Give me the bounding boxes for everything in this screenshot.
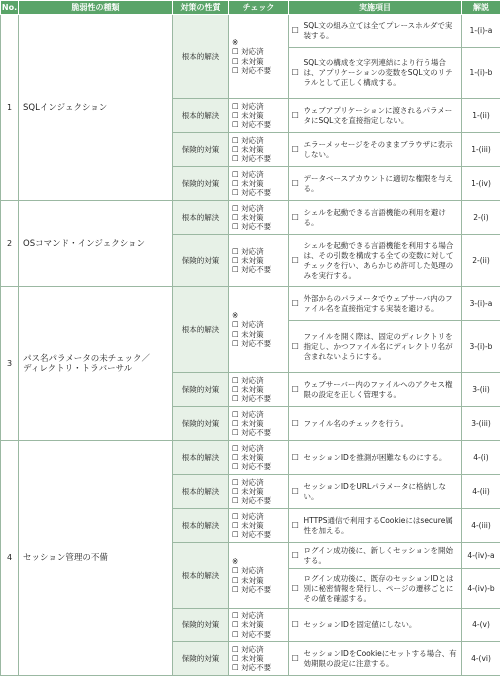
check-option-done[interactable]: ☐ 対応済 bbox=[232, 477, 264, 487]
property-label: 保険的対策 bbox=[173, 235, 229, 287]
property-label: 保険的対策 bbox=[173, 167, 229, 201]
checkbox-icon: ☐ bbox=[232, 329, 239, 339]
checkbox-icon: ☐ bbox=[232, 452, 239, 462]
check-option-na[interactable]: ☐ 対応不要 bbox=[232, 120, 272, 130]
checkbox-icon: ☐ bbox=[232, 255, 239, 265]
check-option-done[interactable]: ☐ 対応済 bbox=[232, 511, 264, 521]
check-cell bbox=[229, 475, 289, 509]
check-option-notyet[interactable]: ☐ 未対策 bbox=[232, 620, 264, 630]
property-label: 保険的対策 bbox=[173, 609, 229, 642]
check-cell bbox=[229, 201, 289, 235]
check-option-notyet[interactable]: ☐ 未対策 bbox=[232, 653, 264, 663]
checkbox-icon: ☐ bbox=[232, 110, 239, 120]
checkbox-icon: ☐ bbox=[232, 418, 239, 428]
check-option-done[interactable]: ☐ 対応済 bbox=[232, 169, 264, 179]
checkbox-icon: ☐ bbox=[232, 338, 239, 348]
property-label: 保険的対策 bbox=[173, 373, 229, 407]
checkbox-icon: ☐ bbox=[232, 120, 239, 130]
check-cell bbox=[229, 642, 289, 676]
header-ref: 解説 bbox=[462, 1, 500, 15]
check-option-done[interactable]: ☐ 対応済 bbox=[232, 409, 264, 419]
item-ref: 4-(iv)-a bbox=[462, 543, 500, 569]
table-row bbox=[1, 201, 500, 235]
checkbox-icon: ☐ bbox=[232, 486, 239, 496]
check-option-notyet[interactable]: ☐ 未対策 bbox=[232, 418, 264, 428]
check-option-done[interactable]: ☐ 対応済 bbox=[232, 203, 264, 213]
check-option-done[interactable]: ☐ 対応済 bbox=[232, 320, 264, 330]
vuln-number: 2 bbox=[1, 201, 19, 287]
checkbox-icon: ☐ bbox=[232, 65, 239, 75]
item-checkbox[interactable]: ☐ bbox=[289, 407, 302, 441]
vuln-name bbox=[19, 287, 173, 441]
vuln-number: 3 bbox=[1, 287, 19, 441]
check-cell bbox=[229, 373, 289, 407]
checkbox-icon: ☐ bbox=[232, 203, 239, 213]
item-ref: 1-(iii) bbox=[462, 133, 500, 167]
item-text: ログイン成功後に、新しくセッションを開始する。 bbox=[302, 543, 462, 569]
property-label: 根本的解決 bbox=[173, 201, 229, 235]
item-text: シェルを起動できる言語機能の利用を避ける。 bbox=[302, 201, 462, 235]
check-option-na[interactable]: ☐ 対応不要 bbox=[232, 428, 272, 438]
item-checkbox[interactable]: ☐ bbox=[289, 287, 302, 321]
check-option-notyet[interactable]: ☐ 未対策 bbox=[232, 144, 264, 154]
item-text: ファイル名のチェックを行う。 bbox=[302, 407, 462, 441]
checkbox-icon: ☐ bbox=[232, 246, 239, 256]
vuln-name-line2: ディレクトリ・トラバーサル bbox=[23, 363, 133, 374]
checkbox-icon: ☐ bbox=[232, 144, 239, 154]
check-option-notyet[interactable]: ☐ 未対策 bbox=[232, 384, 264, 394]
checkbox-icon: ☐ bbox=[232, 56, 239, 66]
check-option-done[interactable]: ☐ 対応済 bbox=[232, 47, 264, 57]
item-ref: 1-(iv) bbox=[462, 167, 500, 201]
item-ref: 3-(iii) bbox=[462, 407, 500, 441]
table-row bbox=[1, 287, 500, 321]
note-mark: ※ bbox=[232, 37, 239, 47]
item-checkbox[interactable]: ☐ bbox=[289, 373, 302, 407]
checkbox-icon: ☐ bbox=[232, 443, 239, 453]
checkbox-icon: ☐ bbox=[232, 520, 239, 530]
check-option-notyet[interactable]: ☐ 未対策 bbox=[232, 110, 264, 120]
property-label: 根本的解決 bbox=[173, 287, 229, 373]
check-option-done[interactable]: ☐ 対応済 bbox=[232, 443, 264, 453]
check-option-done[interactable]: ☐ 対応済 bbox=[232, 611, 264, 621]
check-option-na[interactable]: ☐ 対応不要 bbox=[232, 265, 272, 275]
item-checkbox[interactable]: ☐ bbox=[289, 569, 302, 609]
header-check: チェック bbox=[229, 1, 289, 15]
item-ref: 3-(i)-a bbox=[462, 287, 500, 321]
item-ref: 4-(iv)-b bbox=[462, 569, 500, 609]
check-cell bbox=[229, 543, 289, 609]
check-option-notyet[interactable]: ☐ 未対策 bbox=[232, 255, 264, 265]
checkbox-icon: ☐ bbox=[232, 101, 239, 111]
property-label: 保険的対策 bbox=[173, 133, 229, 167]
table-row bbox=[1, 441, 500, 475]
check-cell bbox=[229, 167, 289, 201]
item-checkbox[interactable]: ☐ bbox=[289, 133, 302, 167]
item-checkbox[interactable]: ☐ bbox=[289, 235, 302, 287]
vuln-name-line1: パス名パラメータの未チェック／ bbox=[23, 353, 150, 364]
check-option-done[interactable]: ☐ 対応済 bbox=[232, 101, 264, 111]
checkbox-icon: ☐ bbox=[232, 530, 239, 540]
check-cell bbox=[229, 15, 289, 99]
item-ref: 4-(iii) bbox=[462, 509, 500, 543]
check-option-na[interactable]: ☐ 対応不要 bbox=[232, 530, 272, 540]
checkbox-icon: ☐ bbox=[232, 265, 239, 275]
item-text: ウェブサーバー内のファイルへのアクセス権限の設定を正しく管理する。 bbox=[302, 373, 462, 407]
property-label: 根本的解決 bbox=[173, 543, 229, 609]
item-text: ウェブアプリケーションに渡されるパラメータにSQL文を直接指定しない。 bbox=[302, 99, 462, 133]
checkbox-icon: ☐ bbox=[232, 375, 239, 385]
checkbox-icon: ☐ bbox=[232, 428, 239, 438]
item-text: HTTPS通信で利用するCookieにはsecure属性を加える。 bbox=[302, 509, 462, 543]
item-ref: 4-(i) bbox=[462, 441, 500, 475]
checkbox-icon: ☐ bbox=[232, 477, 239, 487]
property-label: 根本的解決 bbox=[173, 441, 229, 475]
item-checkbox[interactable]: ☐ bbox=[289, 543, 302, 569]
check-cell bbox=[229, 609, 289, 642]
check-option-na[interactable]: ☐ 対応不要 bbox=[232, 222, 272, 232]
checkbox-icon: ☐ bbox=[232, 384, 239, 394]
item-checkbox[interactable]: ☐ bbox=[289, 642, 302, 676]
item-checkbox[interactable]: ☐ bbox=[289, 48, 302, 99]
header-no: No. bbox=[1, 1, 19, 15]
item-checkbox[interactable]: ☐ bbox=[289, 321, 302, 373]
header-item: 実施項目 bbox=[289, 1, 462, 15]
check-cell bbox=[229, 99, 289, 133]
item-checkbox[interactable]: ☐ bbox=[289, 509, 302, 543]
property-label: 根本的解決 bbox=[173, 15, 229, 99]
item-text: ファイルを開く際は、固定のディレクトリを指定し、かつファイル名にディレクトリ名が含まれないようにする。 bbox=[302, 321, 462, 373]
checkbox-icon: ☐ bbox=[232, 169, 239, 179]
check-cell bbox=[229, 287, 289, 373]
checkbox-icon: ☐ bbox=[232, 620, 239, 630]
checkbox-icon: ☐ bbox=[232, 566, 239, 576]
checkbox-icon: ☐ bbox=[232, 653, 239, 663]
checkbox-icon: ☐ bbox=[232, 611, 239, 621]
check-cell bbox=[229, 133, 289, 167]
property-label: 保険的対策 bbox=[173, 407, 229, 441]
checkbox-icon: ☐ bbox=[232, 663, 239, 673]
checkbox-icon: ☐ bbox=[232, 212, 239, 222]
check-cell bbox=[229, 441, 289, 475]
check-option-notyet[interactable]: ☐ 未対策 bbox=[232, 575, 264, 585]
checkbox-icon: ☐ bbox=[232, 320, 239, 330]
vuln-number: 4 bbox=[1, 441, 19, 676]
item-text: SQL文の組み立ては全てプレースホルダで実装する。 bbox=[302, 15, 462, 48]
check-option-notyet[interactable]: ☐ 未対策 bbox=[232, 329, 264, 339]
item-text: エラーメッセージをそのままブラウザに表示しない。 bbox=[302, 133, 462, 167]
check-option-done[interactable]: ☐ 対応済 bbox=[232, 644, 264, 654]
property-label: 根本的解決 bbox=[173, 475, 229, 509]
item-text: ログイン成功後に、既存のセッションIDとは別に秘密情報を発行し、ページの遷移ごとにその値を確認する。 bbox=[302, 569, 462, 609]
vuln-name: OSコマンド・インジェクション bbox=[19, 201, 173, 287]
check-option-notyet[interactable]: ☐ 未対策 bbox=[232, 178, 264, 188]
item-text: シェルを起動できる言語機能を利用する場合は、その引数を構成する全ての変数に対してチェックを行い、あらかじめ許可した処理のみを実行する。 bbox=[302, 235, 462, 287]
check-option-done[interactable]: ☐ 対応済 bbox=[232, 375, 264, 385]
check-option-notyet[interactable]: ☐ 未対策 bbox=[232, 486, 264, 496]
item-ref: 2-(ii) bbox=[462, 235, 500, 287]
checkbox-icon: ☐ bbox=[232, 462, 239, 472]
vuln-name: SQLインジェクション bbox=[19, 15, 173, 201]
item-text: SQL文の構成を文字列連結により行う場合は、アプリケーションの変数をSQL文のリテラルとして正しく構成する。 bbox=[302, 48, 462, 99]
check-option-notyet[interactable]: ☐ 未対策 bbox=[232, 520, 264, 530]
item-ref: 4-(vi) bbox=[462, 642, 500, 676]
checkbox-icon: ☐ bbox=[232, 47, 239, 57]
item-ref: 1-(ii) bbox=[462, 99, 500, 133]
item-checkbox[interactable]: ☐ bbox=[289, 167, 302, 201]
item-text: データベースアカウントに適切な権限を与える。 bbox=[302, 167, 462, 201]
checkbox-icon: ☐ bbox=[232, 178, 239, 188]
check-option-na[interactable]: ☐ 対応不要 bbox=[232, 154, 272, 164]
property-label: 保険的対策 bbox=[173, 642, 229, 676]
header-property: 対策の性質 bbox=[173, 1, 229, 15]
check-option-na[interactable]: ☐ 対応不要 bbox=[232, 65, 272, 75]
check-option-done[interactable]: ☐ 対応済 bbox=[232, 566, 264, 576]
note-mark: ※ bbox=[232, 556, 239, 566]
property-label: 根本的解決 bbox=[173, 99, 229, 133]
checkbox-icon: ☐ bbox=[232, 222, 239, 232]
item-ref: 1-(i)-a bbox=[462, 15, 500, 48]
item-ref: 4-(v) bbox=[462, 609, 500, 642]
check-option-done[interactable]: ☐ 対応済 bbox=[232, 246, 264, 256]
item-ref: 3-(i)-b bbox=[462, 321, 500, 373]
checkbox-icon: ☐ bbox=[232, 584, 239, 594]
checkbox-icon: ☐ bbox=[232, 135, 239, 145]
property-label: 根本的解決 bbox=[173, 509, 229, 543]
header-row bbox=[1, 1, 500, 15]
checkbox-icon: ☐ bbox=[232, 154, 239, 164]
item-checkbox[interactable]: ☐ bbox=[289, 441, 302, 475]
item-checkbox[interactable]: ☐ bbox=[289, 15, 302, 48]
vuln-name: セッション管理の不備 bbox=[19, 441, 173, 676]
checkbox-icon: ☐ bbox=[232, 644, 239, 654]
table-row bbox=[1, 15, 500, 48]
item-checkbox[interactable]: ☐ bbox=[289, 99, 302, 133]
check-cell bbox=[229, 407, 289, 441]
item-checkbox[interactable]: ☐ bbox=[289, 609, 302, 642]
item-text: 外部からのパラメータでウェブサーバ内のファイル名を直接指定する実装を避ける。 bbox=[302, 287, 462, 321]
item-checkbox[interactable]: ☐ bbox=[289, 475, 302, 509]
note-mark: ※ bbox=[232, 310, 239, 320]
check-option-notyet[interactable]: ☐ 未対策 bbox=[232, 452, 264, 462]
check-option-na[interactable]: ☐ 対応不要 bbox=[232, 462, 272, 472]
header-name: 脆弱性の種類 bbox=[19, 1, 173, 15]
check-option-notyet[interactable]: ☐ 未対策 bbox=[232, 212, 264, 222]
check-option-na[interactable]: ☐ 対応不要 bbox=[232, 584, 272, 594]
check-cell bbox=[229, 509, 289, 543]
item-ref: 2-(i) bbox=[462, 201, 500, 235]
item-text: セッションIDを推測が困難なものにする。 bbox=[302, 441, 462, 475]
item-ref: 4-(ii) bbox=[462, 475, 500, 509]
vuln-number: 1 bbox=[1, 15, 19, 201]
checkbox-icon: ☐ bbox=[232, 629, 239, 639]
check-option-na[interactable]: ☐ 対応不要 bbox=[232, 496, 272, 506]
item-text: セッションIDをCookieにセットする場合、有効期限の設定に注意する。 bbox=[302, 642, 462, 676]
check-option-na[interactable]: ☐ 対応不要 bbox=[232, 663, 272, 673]
check-option-na[interactable]: ☐ 対応不要 bbox=[232, 629, 272, 639]
checkbox-icon: ☐ bbox=[232, 511, 239, 521]
check-option-notyet[interactable]: ☐ 未対策 bbox=[232, 56, 264, 66]
item-ref: 3-(ii) bbox=[462, 373, 500, 407]
checkbox-icon: ☐ bbox=[232, 496, 239, 506]
check-cell bbox=[229, 235, 289, 287]
check-option-na[interactable]: ☐ 対応不要 bbox=[232, 394, 272, 404]
check-option-done[interactable]: ☐ 対応済 bbox=[232, 135, 264, 145]
checkbox-icon: ☐ bbox=[232, 409, 239, 419]
item-text: セッションIDをURLパラメータに格納しない。 bbox=[302, 475, 462, 509]
checkbox-icon: ☐ bbox=[232, 575, 239, 585]
check-option-na[interactable]: ☐ 対応不要 bbox=[232, 338, 272, 348]
checkbox-icon: ☐ bbox=[232, 188, 239, 198]
check-option-na[interactable]: ☐ 対応不要 bbox=[232, 188, 272, 198]
item-text: セッションIDを固定値にしない。 bbox=[302, 609, 462, 642]
checkbox-icon: ☐ bbox=[232, 394, 239, 404]
item-ref: 1-(i)-b bbox=[462, 48, 500, 99]
item-checkbox[interactable]: ☐ bbox=[289, 201, 302, 235]
